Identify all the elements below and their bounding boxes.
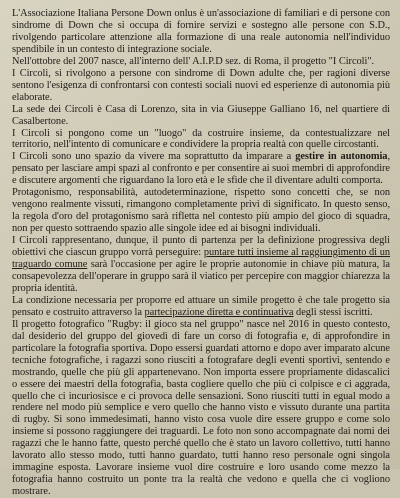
text-run: I Circoli sono uno spazio da vivere ma soprattutto da imparare a xyxy=(12,151,296,163)
text-run: La condizione necessaria per proporre ed attuare un simile progetto è che tale progetto sia pensato e costruito attraverso la xyxy=(12,294,390,318)
autonomy-paragraph xyxy=(12,151,390,187)
text-run: I Circoli, si rivolgono a persone con sindrome di Down adulte che, per ragioni diverse sentono l'esigenza di confrontarsi con contesti sociali nuovi ed esperienze di autonomia più elaborate. xyxy=(12,67,390,103)
text-run: degli stessi iscritti. xyxy=(293,306,373,318)
underlined-text: puntare tutti insieme al raggiungimento di un traguardo comune xyxy=(12,247,390,271)
intro-paragraph xyxy=(12,8,390,56)
project-origin-paragraph xyxy=(12,56,390,68)
text-run: I Circoli rappresentano, dunque, il punto di partenza per la definizione progressiva degli obiettivi che ciascun gruppo vorrà perseguire: xyxy=(12,235,390,259)
text-run: Protagonismo, responsabilità, autodeterminazione, rispetto sono concetti che, se non vengono realmente vissuti, rimangono completamente privi di significato. In questo senso, la regola d'oro del protagonismo sarà rifletta nel contesto più ampio del gioco di squadra, non per questo sottraendo spazio alle singole idee ed ai bisogni individuali. xyxy=(12,187,390,235)
protagonism-paragraph xyxy=(12,187,390,235)
condition-paragraph xyxy=(12,295,390,319)
bold-text: gestire in autonomia xyxy=(295,151,388,163)
text-run: Il progetto fotografico "Rugby: il gioco sta nel gruppo" nasce nel 2016 in questo contesto, dal desiderio del gruppo del giovedì di fare un corso di fotografia e, di approfondire in particolare la fotografia sportiva. Dopo essersi guardati attorno e dopo aver imparato alcune tecniche fotografiche, i ragazzi sono riusciti a fotografare degli eventi sportivi, sentendo e mostrando, quelle che più gli appartenevano. Non importa essere propriamente didascalici o essere dei maestri della fotografia, basta cogliere quello che più ci colpisce e ci aggrada, quello che ci incuriosisce e ci provoca delle sensazioni. Sono riusciti tutti in egual modo a rendere nel modo più semplice e vero quello che hanno visto e vissuto durante una partita di rugby. Si sono immedesimati, hanno visto cosa vuole dire essere gruppo e come solo insieme si possono raggiungere dei traguardi. Le foto non sono accompagnate dai nomi dei ragazzi che le hanno fatte, questo perché quello che è stato un lavoro collettivo, tutti hanno lavorato allo stesso modo, tutti hanno guardato, tutti hanno reso personale ogni singola immagine esposta. Lavorare insieme vuol dire costruire e loro usando come mezzo la fotografia hanno costruito un ponte tra la realtà che vedono e quella che ci vogliono mostrare. xyxy=(12,318,390,498)
starting-point-paragraph xyxy=(12,235,390,295)
text-run: I Circoli si pongono come un "luogo" da costruire insieme, da contestualizzare nel territorio, nell'intento di comunicare e condividere la propria realtà con quelle circostanti. xyxy=(12,127,390,151)
goals-paragraph xyxy=(12,128,390,152)
text-run: La sede dei Circoli è Casa di Lorenzo, sita in via Giuseppe Galliano 16, nel quartiere di Casalbertone. xyxy=(12,103,390,127)
text-run: sarà l'occasione per agire le proprie autonomie in chiave più matura, la consapevolezza dell'operare in gruppo sarà il viatico per percepire con maggior chiarezza la propria identità. xyxy=(12,259,390,294)
circles-target-paragraph xyxy=(12,68,390,104)
underlined-text: partecipazione diretta e continuativa xyxy=(144,306,294,318)
location-paragraph xyxy=(12,104,390,128)
text-run: Nell'ottobre del 2007 nasce, all'interno dell' A.I.P.D sez. di Roma, il progetto "I Circoli". xyxy=(12,55,375,67)
photo-project-paragraph xyxy=(12,319,390,498)
text-run: , pensato per lasciare ampi spazi al confronto e per consentire ai suoi membri di approfondire e discutere argomenti che riguardano la loro età e le sfide che il diventare adulti comporta. xyxy=(12,151,391,187)
text-run: L'Associazione Italiana Persone Down onlus è un'associazione di familiari e di persone con sindrome di Down che si occupa di fornire servizi e sostegno alle persone con S.D., rivolgendo particolare attenzione alla formazione di una reale autonomia nell'individuo spendibile in un contesto di integrazione sociale. xyxy=(12,8,390,55)
